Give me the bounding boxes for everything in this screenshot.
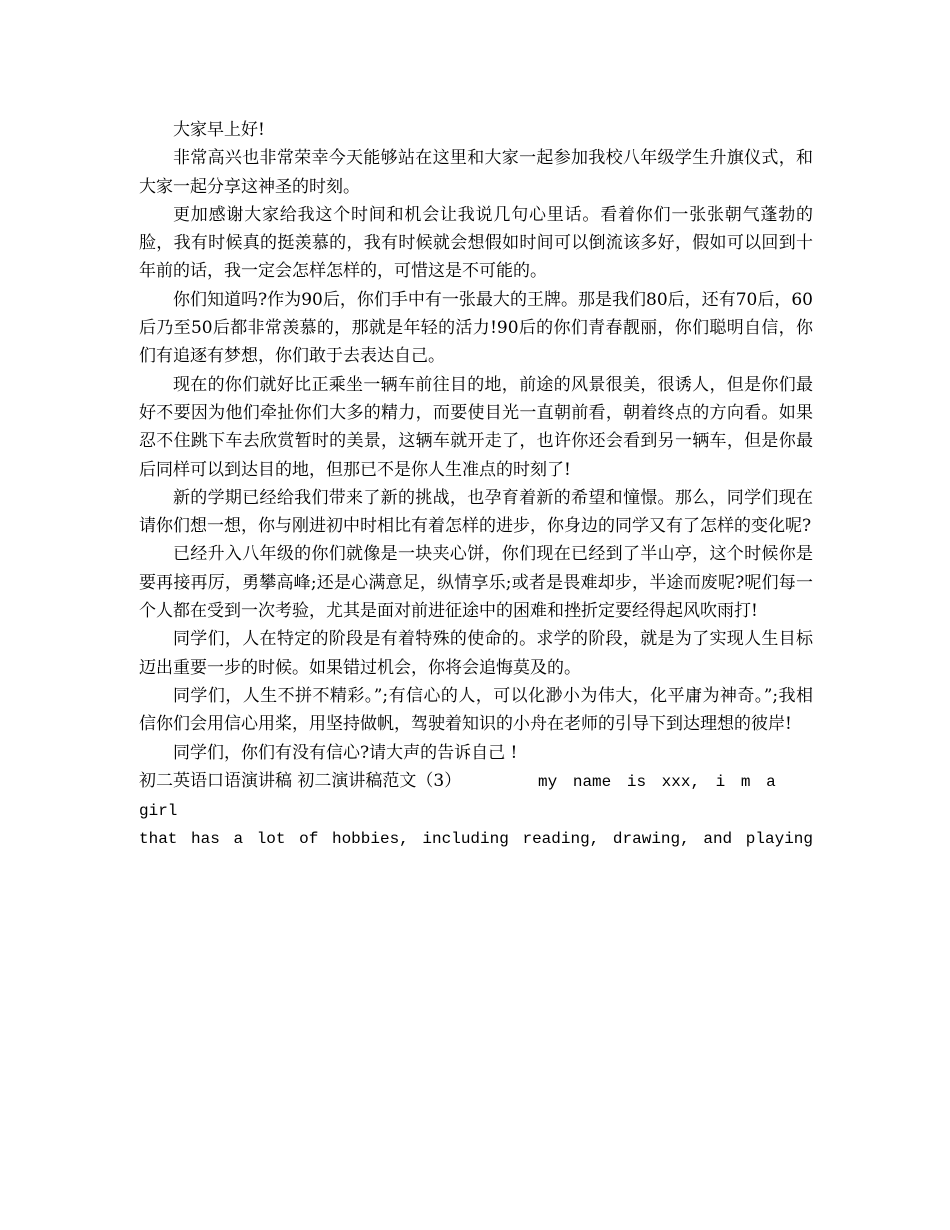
paragraph: 同学们，人生不拼不精彩。”;有信心的人，可以化渺小为伟大，化平庸为神奇。”;我相信你们会用信心用桨，用坚持做帆，驾驶着知识的小舟在老师的引导下到达理想的彼岸! (139, 685, 813, 735)
paragraph: 同学们，人在特定的阶段是有着特殊的使命的。求学的阶段，就是为了实现人生目标迈出重要一步的时候。如果错过机会，你将会追悔莫及的。 (139, 629, 813, 678)
next-section-intro: my name is xxx, i m a girl (139, 772, 776, 821)
next-section-text: that has a lot of hobbies, including reading, drawing, and playing (139, 830, 813, 849)
paragraph: 已经升入八年级的你们就像是一块夹心饼，你们现在已经到了半山亭，这个时候你是要再接再厉，勇攀高峰;还是心满意足，纵情享乐;或者是畏难却步，半途而废呢?呢们每一个人都在受到一次考验，尤其是面对前进征途中的困难和挫折定要经得起风吹雨打! (139, 544, 813, 622)
paragraph: 新的学期已经给我们带来了新的挑战，也孕育着新的希望和憧憬。那么，同学们现在请你们想一想，你与刚进初中时相比有着怎样的进步，你身边的同学又有了怎样的变化呢? (139, 487, 813, 537)
next-section-line (139, 767, 813, 826)
document-body (139, 116, 813, 854)
paragraph-greeting: 大家早上好! (173, 120, 265, 140)
next-section-title: 初二英语口语演讲稿 初二演讲稿范文（3） (139, 770, 462, 791)
paragraph-closing: 同学们，你们有没有信心?请大声的告诉自己 ! (173, 742, 518, 763)
paragraph: 你们知道吗?作为90后，你们手中有一张最大的王牌。那是我们80后，还有70后，60后乃至50后都非常羡慕的，那就是年轻的活力!90后的你们青春靓丽，你们聪明自信，你们有追逐有梦想，你们敢于去表达自己。 (139, 289, 813, 367)
paragraph: 更加感谢大家给我这个时间和机会让我说几句心里话。看着你们一张张朝气蓬勃的脸，我有时候真的挺羡慕的，我有时候就会想假如时间可以倒流该多好，假如可以回到十年前的话，我一定会怎样怎样的，可惜这是不可能的。 (139, 204, 813, 282)
paragraph: 现在的你们就好比正乘坐一辆车前往目的地，前途的风景很美，很诱人，但是你们最好不要因为他们牵扯你们大多的精力，而要使目光一直朝前看，朝着终点的方向看。如果忍不住跳下车去欣赏暂时的美景，这辆车就开走了，也许你还会看到另一辆车，但是你最后同样可以到达目的地，但那已不是你人生准点的时刻了! (139, 374, 813, 480)
paragraph: 非常高兴也非常荣幸今天能够站在这里和大家一起参加我校八年级学生升旗仪式，和大家一起分享这神圣的时刻。 (139, 148, 813, 197)
